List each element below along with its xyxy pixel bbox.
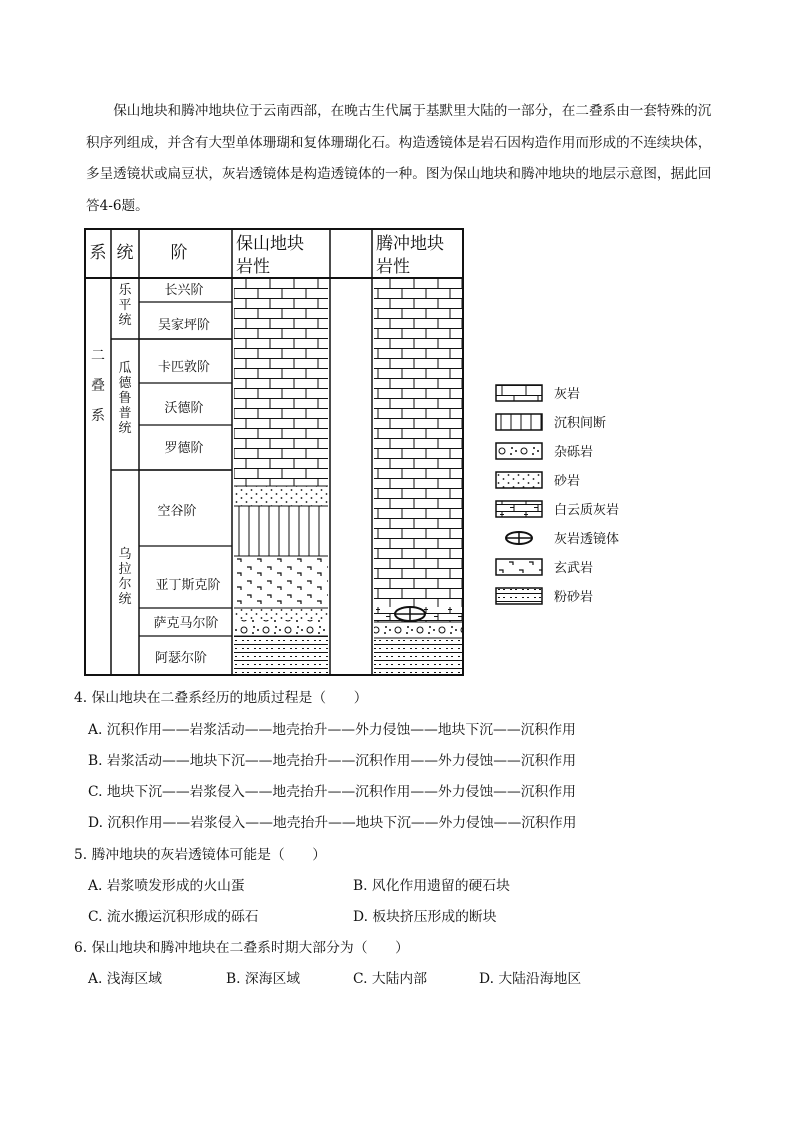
stage-label: 亚丁斯克阶	[155, 578, 221, 593]
legend-label: 粉砂岩	[554, 590, 594, 605]
header-tengchong-lithology: 岩性	[376, 257, 410, 277]
stage-label: 卡匹敦阶	[157, 360, 211, 375]
stage-label: 沃德阶	[164, 401, 204, 416]
question-6-stem: 6. 保山地块和腾冲地块在二叠系时期大部分为（ ）	[74, 940, 409, 956]
legend-label: 白云质灰岩	[554, 503, 620, 518]
limestone-lens-icon	[395, 607, 425, 621]
question-6-option-a[interactable]: A. 浅海区域	[88, 971, 162, 987]
legend-label: 杂砾岩	[554, 445, 594, 460]
intro-paragraph: 保山地块和腾冲地块位于云南西部，在晚古生代属于基默里大陆的一部分，在二叠系由一套特殊的沉积序列组成，并含有大型单体珊瑚和复体珊瑚化石。构造透镜体是岩石因构造作用而形成的不连续块体，多呈透镜状或扁豆状，灰岩透镜体是构造透镜体的一种。图为保山地块和腾冲地块的地层示意图，据此回答4-6题。	[86, 103, 712, 214]
legend-label: 砂岩	[554, 474, 581, 489]
stage-label: 吴家坪阶	[157, 318, 211, 333]
legend-label: 灰岩透镜体	[554, 532, 620, 547]
header-baoshan-lithology: 岩性	[236, 257, 270, 277]
question-6-option-b[interactable]: B. 深海区域	[226, 971, 301, 987]
question-4-option-d[interactable]: D. 沉积作用——岩浆侵入——地壳抬升——地块下沉——外力侵蚀——沉积作用	[88, 815, 577, 831]
legend-label: 沉积间断	[554, 416, 607, 431]
header-system: 系	[89, 243, 107, 263]
series-cisuralian: 乌拉尔统	[118, 547, 132, 607]
tengchong-lithology-column	[374, 279, 462, 674]
dolomitic-limestone-icon	[496, 501, 542, 517]
question-4-stem: 4. 保山地块在二叠系经历的地质过程是（ ）	[74, 690, 368, 706]
stage-label: 罗德阶	[164, 441, 204, 456]
header-stage: 阶	[170, 243, 188, 263]
header-tengchong: 腾冲地块	[376, 234, 444, 254]
series-guadalupian: 瓜德鲁普统	[118, 361, 132, 436]
question-4-option-a[interactable]: A. 沉积作用——岩浆活动——地壳抬升——外力侵蚀——地块下沉——沉积作用	[88, 722, 576, 738]
stage-label: 阿瑟尔阶	[154, 651, 208, 666]
series-leping: 乐平统	[118, 283, 132, 328]
header-baoshan: 保山地块	[236, 234, 304, 254]
question-5-option-b[interactable]: B. 风化作用遗留的硬石块	[353, 878, 510, 894]
question-5-option-c[interactable]: C. 流水搬运沉积形成的砾石	[88, 909, 259, 925]
legend	[496, 385, 619, 605]
basalt-icon	[496, 559, 542, 575]
legend-label: 玄武岩	[554, 561, 594, 576]
diamictite-icon	[496, 443, 542, 459]
question-6-option-d[interactable]: D. 大陆沿海地区	[479, 971, 582, 987]
stage-label: 萨克马尔阶	[153, 616, 219, 631]
system-label: 二叠系	[91, 348, 105, 424]
question-5-stem: 5. 腾冲地块的灰岩透镜体可能是（ ）	[74, 847, 327, 863]
question-5-option-a[interactable]: A. 岩浆喷发形成的火山蛋	[88, 878, 245, 894]
limestone-icon	[496, 385, 542, 401]
siltstone-icon	[496, 588, 542, 604]
hiatus-icon	[496, 414, 542, 430]
header-series: 统	[116, 243, 134, 263]
question-5-option-d[interactable]: D. 板块挤压形成的断块	[353, 909, 497, 925]
stage-label: 空谷阶	[157, 504, 197, 519]
baoshan-lithology-column	[234, 279, 328, 674]
stratigraphic-figure	[84, 228, 644, 678]
stage-label: 长兴阶	[164, 283, 204, 298]
question-4-option-c[interactable]: C. 地块下沉——岩浆侵入——地壳抬升——沉积作用——外力侵蚀——沉积作用	[88, 784, 576, 800]
question-6-option-c[interactable]: C. 大陆内部	[353, 971, 428, 987]
sandstone-icon	[496, 472, 542, 488]
question-4-option-b[interactable]: B. 岩浆活动——地块下沉——地壳抬升——沉积作用——外力侵蚀——沉积作用	[88, 753, 577, 769]
limestone-lens-icon	[506, 532, 532, 544]
legend-label: 灰岩	[554, 387, 581, 402]
